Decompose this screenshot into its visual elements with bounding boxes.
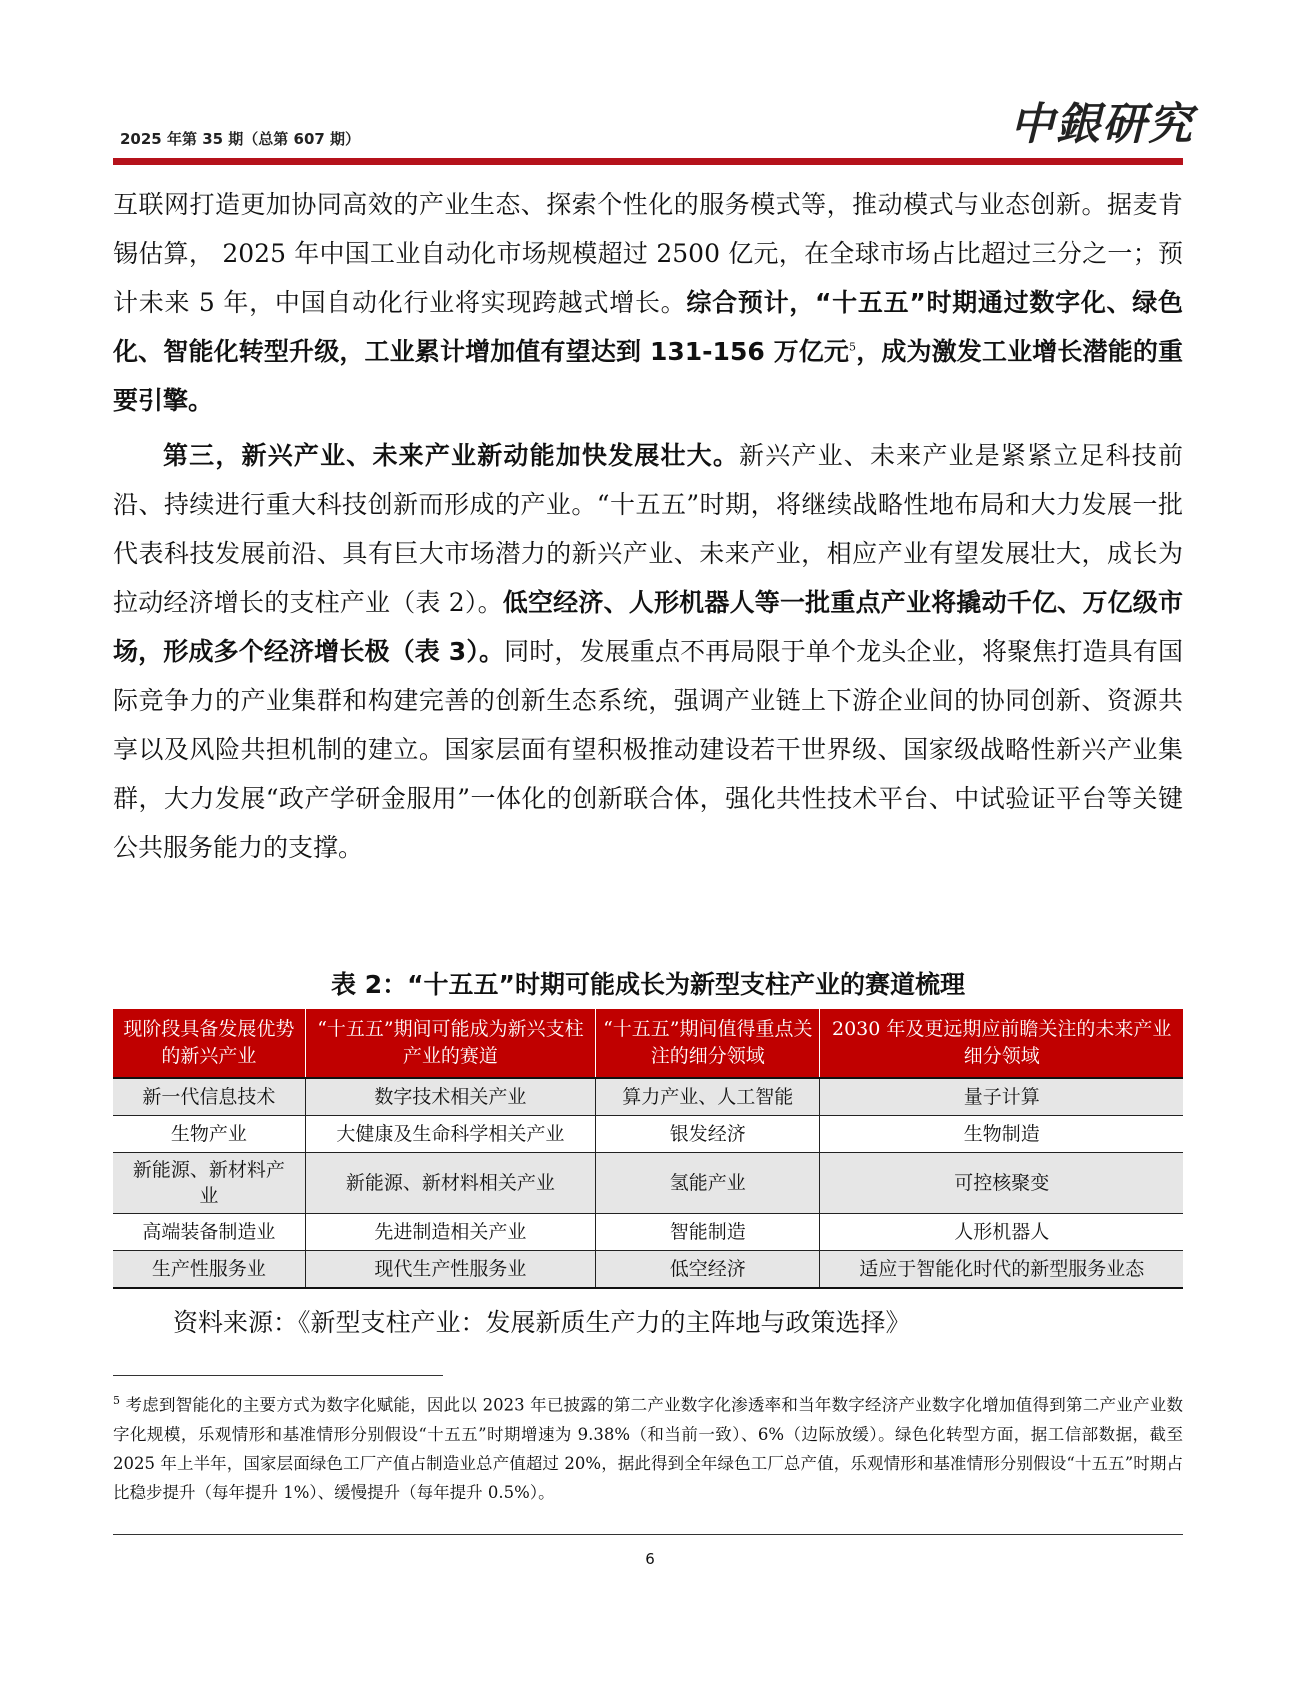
paragraph-1-bold-end: ，成为激发工业增长潜能的重要引擎。 [113, 337, 1183, 415]
body-text [113, 180, 1183, 872]
table-cell: 生物产业 [113, 1116, 305, 1153]
table-row [113, 1116, 1183, 1153]
table-cell: 数字技术相关产业 [305, 1078, 595, 1116]
paragraph-2-bold: 低空经济、人形机器人等一批重点产业将撬动千亿、万亿级市场，形成多个经济增长极（表 3）。 [113, 588, 1183, 666]
footnote-divider [113, 1375, 443, 1376]
table-cell: 新能源、新材料产业 [113, 1153, 305, 1214]
table-cell: 氢能产业 [596, 1153, 820, 1214]
table-cell: 高端装备制造业 [113, 1214, 305, 1251]
table-row [113, 1251, 1183, 1289]
table-cell: 生产性服务业 [113, 1251, 305, 1289]
paragraph-1-bold: 综合预计，“十五五”时期通过数字化、绿色化、智能化转型升级，工业累计增加值有望达到 131-156 万亿元 [113, 288, 1183, 366]
paragraph-2-text-end: 同时，发展重点不再局限于单个龙头企业，将聚焦打造具有国际竞争力的产业集群和构建完善的创新生态系统，强调产业链上下游企业间的协同创新、资源共享以及风险共担机制的建立。国家层面有望积极推动建设若干世界级、国家级战略性新兴产业集群，大力发展“政产学研金服用”一体化的创新联合体，强化共性技术平台、中试验证平台等关键公共服务能力的支撑。 [113, 637, 1183, 862]
table-cell: 人形机器人 [820, 1214, 1183, 1251]
table-cell: 先进制造相关产业 [305, 1214, 595, 1251]
table-cell: 银发经济 [596, 1116, 820, 1153]
table-source: 资料来源：《新型支柱产业：发展新质生产力的主阵地与政策选择》 [173, 1308, 911, 1337]
table-row [113, 1214, 1183, 1251]
table-cell: 算力产业、人工智能 [596, 1078, 820, 1116]
footnote-number: 5 [113, 1394, 120, 1407]
footer-divider [113, 1534, 1183, 1535]
table-cell: 新能源、新材料相关产业 [305, 1153, 595, 1214]
table-cell: 智能制造 [596, 1214, 820, 1251]
paragraph-2 [113, 431, 1183, 872]
industry-tracks-table [113, 1009, 1183, 1289]
footnote-ref[interactable]: 5 [849, 340, 857, 354]
header-divider [113, 158, 1183, 165]
footnote-text: 考虑到智能化的主要方式为数字化赋能，因此以 2023 年已披露的第二产业数字化渗透率和当年数字经济产业数字化增加值得到第二产业产业数字化规模，乐观情形和基准情形分别假设“十五五”时期增速为 9.38%（和当前一致）、6%（边际放缓）。绿色化转型方面，据工信部数据，截至 2025 年上半年，国家层面绿色工厂产值占制造业总产值超过 20%，据此得到全年绿色工厂总产值，乐观情形和基准情形分别假设“十五五”时期占比稳步提升（每年提升 1%）、缓慢提升（每年提升 0.5%）。 [113, 1395, 1183, 1502]
table-row [113, 1153, 1183, 1214]
table-header: 2030 年及更远期应前瞻关注的未来产业细分领域 [820, 1009, 1183, 1078]
table-cell: 可控核聚变 [820, 1153, 1183, 1214]
table-cell: 量子计算 [820, 1078, 1183, 1116]
table-row [113, 1078, 1183, 1116]
logo: 中銀研究 [1010, 99, 1194, 150]
issue-label: 2025 年第 35 期（总第 607 期） [120, 130, 361, 148]
table-header: 现阶段具备发展优势的新兴产业 [113, 1009, 305, 1078]
paragraph-2-text: 新兴产业、未来产业是紧紧立足科技前沿、持续进行重大科技创新而形成的产业。“十五五”时期，将继续战略性地布局和大力发展一批代表科技发展前沿、具有巨大市场潜力的新兴产业、未来产业，相应产业有望发展壮大，成长为拉动经济增长的支柱产业（表 2）。 [113, 441, 1183, 617]
table-cell: 新一代信息技术 [113, 1078, 305, 1116]
page-number: 6 [645, 1550, 655, 1568]
table-cell: 生物制造 [820, 1116, 1183, 1153]
table-header: “十五五”期间值得重点关注的细分领域 [596, 1009, 820, 1078]
paragraph-1-text: 互联网打造更加协同高效的产业生态、探索个性化的服务模式等，推动模式与业态创新。据麦肯锡估算， 2025 年中国工业自动化市场规模超过 2500 亿元，在全球市场占比超过三分之一；预计未来 5 年，中国自动化行业将实现跨越式增长。 [113, 190, 1183, 317]
table-cell: 低空经济 [596, 1251, 820, 1289]
table-cell: 现代生产性服务业 [305, 1251, 595, 1289]
table-cell: 适应于智能化时代的新型服务业态 [820, 1251, 1183, 1289]
paragraph-2-heading: 第三，新兴产业、未来产业新动能加快发展壮大。 [163, 441, 740, 470]
table-cell: 大健康及生命科学相关产业 [305, 1116, 595, 1153]
table-header: “十五五”期间可能成为新兴支柱产业的赛道 [305, 1009, 595, 1078]
table-title: 表 2：“十五五”时期可能成长为新型支柱产业的赛道梳理 [331, 970, 965, 999]
paragraph-1 [113, 180, 1183, 425]
footnote [113, 1386, 1183, 1507]
